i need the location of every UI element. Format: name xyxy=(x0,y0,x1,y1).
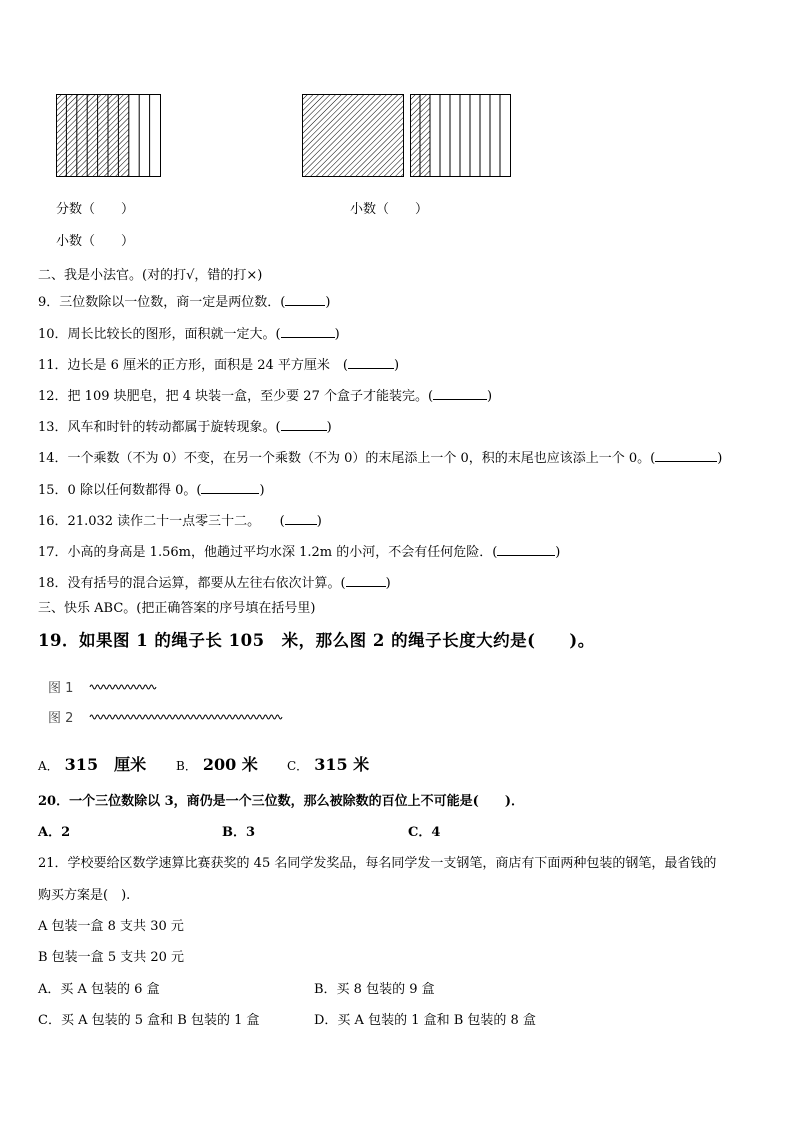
decimal-figure-strips xyxy=(410,94,514,178)
question-text: 小高的身高是 1.56m，他趟过平均水深 1.2m 的小河，不会有任何危险．( xyxy=(67,545,498,560)
closing-paren: ) xyxy=(334,327,340,342)
q19-option-c-letter: C． xyxy=(287,759,309,773)
q19-option-a-text: 315 厘米 xyxy=(64,755,147,774)
section2-title: 二、我是小法官。(对的打√，错的打×) xyxy=(38,268,263,283)
section3-title: 三、快乐 ABC。(把正确答案的序号填在括号里) xyxy=(38,601,316,616)
judge-question-15 xyxy=(38,479,265,498)
question-number: 9． xyxy=(38,295,60,310)
question-number: 17． xyxy=(38,545,68,560)
answer-blank[interactable] xyxy=(346,576,386,587)
question-text: 没有括号的混合运算，都要从左往右依次计算。( xyxy=(67,576,346,591)
closing-paren: ) xyxy=(555,545,561,560)
judge-question-13 xyxy=(38,416,332,435)
answer-blank[interactable] xyxy=(348,358,394,369)
judge-question-16 xyxy=(38,510,322,529)
judge-question-10 xyxy=(38,323,340,342)
q21-option-a[interactable]: A．买 A 包装的 6 盒 xyxy=(38,982,160,997)
decimal-figure-square xyxy=(302,94,406,178)
q19-option-a-letter: A． xyxy=(38,759,59,773)
q20-option-b[interactable]: B．3 xyxy=(222,825,256,840)
q19-option-c[interactable] xyxy=(287,752,369,775)
answer-blank[interactable] xyxy=(281,327,335,338)
question-number: 11． xyxy=(38,358,68,373)
q19-option-c-text: 315 米 xyxy=(314,755,370,774)
judge-question-18 xyxy=(38,572,391,591)
q21-pack-a: A 包装一盒 8 支共 30 元 xyxy=(38,919,184,934)
judge-question-9 xyxy=(38,291,330,310)
fraction-label: 分数（ ） xyxy=(56,202,135,217)
question-21-line2: 购买方案是( ). xyxy=(38,888,131,903)
judge-question-17 xyxy=(38,541,560,560)
figure-2-label: 图 2 xyxy=(48,711,74,726)
rope-figure-2 xyxy=(90,710,290,724)
closing-paren: ) xyxy=(316,514,322,529)
q20-option-a[interactable]: A．2 xyxy=(38,825,71,840)
closing-paren: ) xyxy=(717,451,723,466)
q19-option-a[interactable] xyxy=(38,752,146,775)
question-number: 12． xyxy=(38,389,68,404)
question-number: 10． xyxy=(38,327,68,342)
closing-paren: ) xyxy=(326,420,332,435)
decimal-label-left: 小数（ ） xyxy=(56,234,135,249)
closing-paren: ) xyxy=(325,295,331,310)
closing-paren: ) xyxy=(385,576,391,591)
answer-blank[interactable] xyxy=(433,389,487,400)
question-text: 周长比较长的图形，面积就一定大。( xyxy=(67,327,281,342)
question-text: 边长是 6 厘米的正方形，面积是 24 平方厘米 ( xyxy=(67,358,348,373)
question-19-text: 19．如果图 1 的绳子长 105 米，那么图 2 的绳子长度大约是( )。 xyxy=(38,631,595,650)
question-text: 三位数除以一位数，商一定是两位数．( xyxy=(59,295,286,310)
question-text: 把 109 块肥皂，把 4 块装一盒，至少要 27 个盒子才能装完。( xyxy=(67,389,434,404)
question-text: 0 除以任何数都得 0。( xyxy=(67,483,202,498)
q21-option-d[interactable]: D．买 A 包装的 1 盒和 B 包装的 8 盒 xyxy=(314,1013,536,1028)
answer-blank[interactable] xyxy=(285,295,325,306)
question-21-line1: 21．学校要给区数学速算比赛获奖的 45 名同学发奖品，每名同学发一支钢笔，商店有下面两种包装的钢笔，最省钱的 xyxy=(38,856,717,871)
question-text: 21.032 读作二十一点零三十二。 ( xyxy=(67,514,285,529)
answer-blank[interactable] xyxy=(201,483,259,494)
q19-option-b-text: 200 米 xyxy=(202,755,258,774)
closing-paren: ) xyxy=(393,358,400,373)
question-number: 13． xyxy=(38,420,68,435)
q19-option-b[interactable] xyxy=(176,752,258,775)
closing-paren: ) xyxy=(259,483,265,498)
question-20-text: 20．一个三位数除以 3，商仍是一个三位数，那么被除数的百位上不可能是( )． xyxy=(38,794,524,809)
closing-paren: ) xyxy=(487,389,493,404)
rope-figure-1 xyxy=(90,680,170,694)
judge-question-14 xyxy=(38,447,722,466)
q20-option-c[interactable]: C．4 xyxy=(408,825,441,840)
question-number: 18． xyxy=(38,576,68,591)
question-text: 风车和时针的转动都属于旋转现象。( xyxy=(67,420,281,435)
figure-1-label: 图 1 xyxy=(48,681,74,696)
answer-blank[interactable] xyxy=(285,514,317,525)
question-text: 一个乘数（不为 0）不变，在另一个乘数（不为 0）的末尾添上一个 0，积的末尾也应该添上一个 0。( xyxy=(67,451,656,466)
answer-blank[interactable] xyxy=(655,451,717,462)
answer-blank[interactable] xyxy=(497,545,555,556)
q21-option-c[interactable]: C．买 A 包装的 5 盒和 B 包装的 1 盒 xyxy=(38,1013,260,1028)
judge-question-12 xyxy=(38,385,492,404)
question-number: 14． xyxy=(38,451,68,466)
question-number: 16． xyxy=(38,514,68,529)
fraction-figure-left xyxy=(56,94,162,178)
decimal-label-right: 小数（ ） xyxy=(350,202,429,217)
question-number: 15． xyxy=(38,483,68,498)
judge-question-11 xyxy=(38,354,399,373)
q21-pack-b: B 包装一盒 5 支共 20 元 xyxy=(38,950,185,965)
q21-option-b[interactable]: B．买 8 包装的 9 盒 xyxy=(314,982,435,997)
answer-blank[interactable] xyxy=(281,420,327,431)
q19-option-b-letter: B． xyxy=(176,759,197,773)
